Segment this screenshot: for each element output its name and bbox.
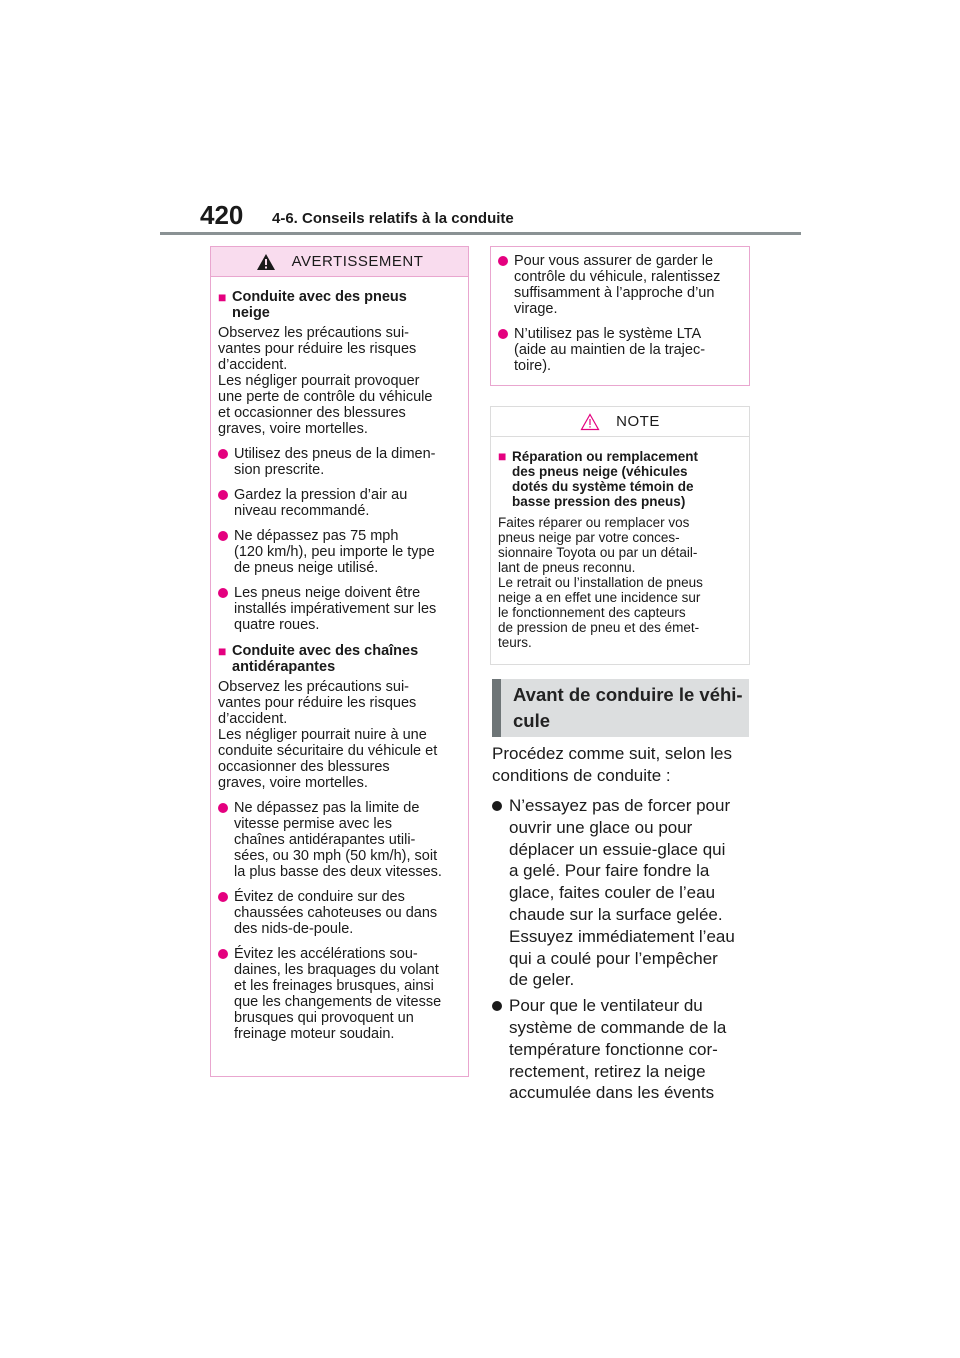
header-divider bbox=[160, 232, 801, 235]
text-line: Le retrait ou l’installation de pneus bbox=[498, 575, 703, 590]
text-line: Observez les précautions sui- bbox=[218, 325, 409, 341]
warning-heading-snow-chains bbox=[218, 643, 460, 675]
list-item bbox=[218, 528, 460, 576]
text-line: sionnaire Toyota ou par un détail- bbox=[498, 545, 698, 560]
square-bullet-icon: ■ bbox=[218, 289, 227, 305]
text-line: Utilisez des pneus de la dimen- bbox=[234, 446, 436, 462]
text-line: chaînes antidérapantes utili- bbox=[234, 832, 416, 848]
bullet-dot-icon bbox=[492, 801, 502, 811]
text-line: d’accident. bbox=[218, 711, 288, 727]
text-line: de pneus neige utilisé. bbox=[234, 560, 379, 576]
text-line: et les freinages brusques, ainsi bbox=[234, 978, 434, 994]
caution-triangle-icon bbox=[580, 413, 600, 431]
text-line: chaussées cahoteuses ou dans bbox=[234, 905, 438, 921]
text-line: Ne dépassez pas la limite de bbox=[234, 800, 420, 816]
list-item bbox=[218, 800, 460, 880]
text-line: Conduite avec des pneus bbox=[232, 289, 407, 305]
intro-paragraph bbox=[492, 743, 754, 787]
bullet-dot-icon bbox=[218, 803, 228, 813]
text-line: installés impérativement sur les bbox=[234, 601, 437, 617]
note-paragraph bbox=[498, 515, 741, 650]
text-line: Les négliger pourrait provoquer bbox=[218, 373, 420, 389]
text-line: lant de pneus reconnu. bbox=[498, 560, 636, 575]
text-line: dotés du système témoin de bbox=[512, 479, 694, 494]
text-line: ouvrir une glace ou pour bbox=[509, 817, 693, 837]
text-line: de geler. bbox=[509, 970, 575, 990]
text-line: antidérapantes bbox=[232, 659, 336, 675]
list-item bbox=[498, 253, 741, 317]
text-line: Réparation ou remplacement bbox=[512, 449, 699, 464]
text-line: vitesse permise avec les bbox=[234, 816, 392, 832]
text-line: cule bbox=[513, 710, 551, 731]
text-line: sées, ou 30 mph (50 km/h), soit bbox=[234, 848, 438, 864]
text-line: Ne dépassez pas 75 mph bbox=[234, 528, 399, 544]
bullet-dot-icon bbox=[218, 949, 228, 959]
text-line: chaude sur la surface gelée. bbox=[509, 904, 723, 924]
warning-paragraph bbox=[218, 679, 460, 791]
text-line: que les changements de vitesse bbox=[234, 994, 442, 1010]
text-line: température fonctionne cor- bbox=[509, 1039, 718, 1059]
list-item bbox=[218, 487, 460, 519]
warning-header bbox=[211, 247, 468, 277]
text-line: qui a coulé pour l’empêcher bbox=[509, 948, 718, 968]
note-box bbox=[490, 406, 750, 665]
text-line: et occasionner des blessures bbox=[218, 405, 406, 421]
text-line: teurs. bbox=[498, 635, 532, 650]
text-line: graves, voire mortelles. bbox=[218, 421, 368, 437]
note-heading bbox=[498, 449, 741, 509]
text-line: basse pression des pneus) bbox=[512, 494, 686, 509]
bullet-dot-icon bbox=[218, 588, 228, 598]
text-line: virage. bbox=[514, 301, 558, 317]
text-line: N’utilisez pas le système LTA bbox=[514, 326, 702, 342]
text-line: glace, faites couler de l’eau bbox=[509, 883, 716, 903]
text-line: Observez les précautions sui- bbox=[218, 679, 409, 695]
bullet-dot-icon bbox=[218, 449, 228, 459]
text-line: système de commande de la bbox=[509, 1017, 727, 1037]
warning-box bbox=[210, 246, 469, 1077]
text-line: de pression de pneu et des émet- bbox=[498, 620, 700, 635]
text-line: Évitez les accélérations sou- bbox=[234, 946, 418, 962]
text-line: quatre roues. bbox=[234, 617, 320, 633]
text-line: des nids-de-poule. bbox=[234, 921, 354, 937]
bullet-dot-icon bbox=[218, 531, 228, 541]
page-number: 420 bbox=[200, 200, 244, 230]
warning-heading-snow-tires bbox=[218, 289, 460, 321]
text-line: Conduite avec des chaînes bbox=[232, 643, 419, 659]
text-line: (aide au maintien de la trajec- bbox=[514, 342, 706, 358]
text-line: des pneus neige (véhicules bbox=[512, 464, 688, 479]
list-item bbox=[218, 889, 460, 937]
list-item bbox=[218, 446, 460, 478]
text-line: Procédez comme suit, selon les bbox=[492, 744, 732, 763]
text-line: vantes pour réduire les risques bbox=[218, 695, 417, 711]
bullet-dot-icon bbox=[498, 329, 508, 339]
text-line: Pour vous assurer de garder le bbox=[514, 253, 714, 269]
text-line: conditions de conduite : bbox=[492, 766, 671, 785]
text-line: Essuyez immédiatement l’eau bbox=[509, 926, 735, 946]
text-line: contrôle du véhicule, ralentissez bbox=[514, 269, 721, 285]
list-item bbox=[492, 795, 754, 991]
text-line: rectement, retirez la neige bbox=[509, 1061, 706, 1081]
bullet-dot-icon bbox=[492, 1001, 502, 1011]
text-line: sion prescrite. bbox=[234, 462, 325, 478]
section-title: 4-6. Conseils relatifs à la conduite bbox=[272, 210, 514, 227]
text-line: conduite sécuritaire du véhicule et bbox=[218, 743, 438, 759]
text-line: Évitez de conduire sur des bbox=[234, 889, 405, 905]
text-line: niveau recommandé. bbox=[234, 503, 370, 519]
bullet-dot-icon bbox=[218, 892, 228, 902]
text-line: pneus neige par votre conces- bbox=[498, 530, 680, 545]
text-line: neige a en effet une incidence sur bbox=[498, 590, 701, 605]
square-bullet-icon: ■ bbox=[498, 448, 507, 464]
text-line: Gardez la pression d’air au bbox=[234, 487, 408, 503]
text-line: neige bbox=[232, 305, 270, 321]
warning-continued-box bbox=[490, 246, 750, 386]
list-item bbox=[492, 995, 754, 1104]
note-header bbox=[491, 407, 749, 437]
text-line: suffisamment à l’approche d’un bbox=[514, 285, 715, 301]
text-line: accumulée dans les évents bbox=[509, 1083, 715, 1103]
note-title: NOTE bbox=[616, 413, 660, 430]
list-item bbox=[498, 326, 741, 374]
text-line: une perte de contrôle du véhicule bbox=[218, 389, 433, 405]
text-line: le fonctionnement des capteurs bbox=[498, 605, 686, 620]
text-line: brusques qui provoquent un bbox=[234, 1010, 414, 1026]
warning-triangle-icon bbox=[256, 253, 276, 271]
text-line: N’essayez pas de forcer pour bbox=[509, 796, 731, 815]
text-line: Les négliger pourrait nuire à une bbox=[218, 727, 427, 743]
text-line: graves, voire mortelles. bbox=[218, 775, 368, 791]
text-line: vantes pour réduire les risques bbox=[218, 341, 417, 357]
warning-title: AVERTISSEMENT bbox=[291, 253, 424, 270]
text-line: Les pneus neige doivent être bbox=[234, 585, 421, 601]
text-line: Avant de conduire le véhi- bbox=[513, 684, 743, 705]
text-line: déplacer un essuie-glace qui bbox=[509, 839, 726, 859]
square-bullet-icon: ■ bbox=[218, 643, 227, 659]
section-heading bbox=[492, 679, 749, 737]
text-line: occasionner des blessures bbox=[218, 759, 390, 775]
main-body bbox=[492, 743, 754, 1104]
bullet-dot-icon bbox=[498, 256, 508, 266]
text-line: daines, les braquages du volant bbox=[234, 962, 439, 978]
list-item bbox=[218, 585, 460, 633]
text-line: d’accident. bbox=[218, 357, 288, 373]
text-line: Pour que le ventilateur du bbox=[509, 996, 703, 1016]
bullet-dot-icon bbox=[218, 490, 228, 500]
list-item bbox=[218, 946, 460, 1042]
text-line: (120 km/h), peu importe le type bbox=[234, 544, 435, 560]
text-line: a gelé. Pour faire fondre la bbox=[509, 861, 710, 881]
text-line: toire). bbox=[514, 358, 552, 374]
text-line: freinage moteur soudain. bbox=[234, 1026, 395, 1042]
text-line: Faites réparer ou remplacer vos bbox=[498, 515, 690, 530]
warning-paragraph bbox=[218, 325, 460, 437]
text-line: la plus basse des deux vitesses. bbox=[234, 864, 442, 880]
